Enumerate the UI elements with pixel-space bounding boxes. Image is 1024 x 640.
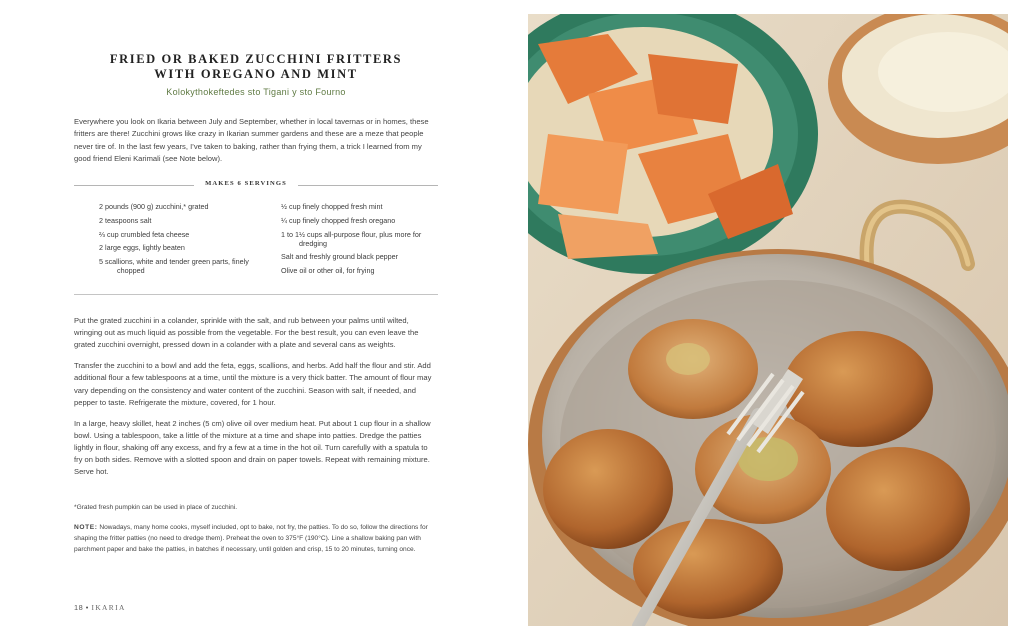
servings-header (74, 179, 438, 191)
recipe-footnote: *Grated fresh pumpkin can be used in place of zucchini. (74, 504, 238, 511)
ingredient-item: ⅔ cup crumbled feta cheese (99, 229, 190, 239)
recipe-title-line-2: WITH OREGANO AND MINT (154, 67, 358, 81)
ingredient-item: ¼ cup finely chopped fresh oregano (281, 215, 396, 225)
fritters-photo (528, 14, 1008, 626)
ingredient-item: 2 pounds (900 g) zucchini,* grated (99, 202, 209, 211)
servings-label: MAKES 6 SERVINGS (205, 180, 287, 187)
recipe-method (74, 315, 438, 487)
ingredient-item: 5 scallions, white and tender green parts, finely chopped (99, 257, 249, 276)
divider-right (298, 185, 438, 186)
page-footer (74, 603, 126, 612)
chapter-name: IKARIA (91, 603, 126, 612)
note-label: NOTE: (74, 524, 98, 531)
divider-left (74, 185, 194, 186)
recipe-title (74, 52, 438, 82)
footer-separator: • (85, 603, 89, 612)
ingredients-bottom-divider (74, 294, 438, 295)
note-text: Nowadays, many home cooks, myself included, opt to bake, not fry, the patties. To do so, follow the directions for shaping the fritter patties (no need to dredge them). Preheat the oven to 375°F (190°C). Line a shallow baking pan with parchment paper and bake the patties, in batches if necessary, until golden and crisp, 15 to 20 minutes, turning once. (74, 524, 428, 553)
method-step: Transfer the zucchini to a bowl and add the feta, eggs, scallions, and herbs. Add half the flour and stir. Add additional flour a few tablespoons at a time, until the mixture is a very thick batter. The amount of flour may vary depending on the consistency and water content of the zucchini. Season with salt, if needed, and pepper to taste. Refrigerate the mixture, covered, for 1 hour. (74, 361, 432, 407)
recipe-title-line-1: FRIED OR BAKED ZUCCHINI FRITTERS (109, 52, 403, 66)
ingredient-item: 2 teaspoons salt (99, 215, 152, 225)
recipe-intro: Everywhere you look on Ikaria between July and September, whether in local tavernas or in homes, these fritters are there! Zucchini grows like crazy in Ikarian summer gardens and these are a meze that people never tire of. In the last few years, I’ve taken to baking, rather than frying them, a trick I learned from my good friend Eleni Karimali (see Note below). (74, 117, 429, 164)
ingredient-item: Salt and freshly ground black pepper (281, 252, 399, 262)
ingredient-item: 1 to 1½ cups all-purpose flour, plus more for dredging (281, 229, 422, 248)
ingredients-column-left (99, 202, 259, 280)
page-number: 18 (74, 603, 84, 612)
ingredient-item: 2 large eggs, lightly beaten (99, 243, 185, 253)
ingredient-item: Olive oil or other oil, for frying (281, 266, 375, 276)
ingredient-item: ½ cup finely chopped fresh mint (281, 202, 383, 211)
recipe-note (74, 523, 438, 555)
ingredients-column-right (281, 202, 441, 280)
method-step: Put the grated zucchini in a colander, sprinkle with the salt, and rub between your palms until wilted, wringing out as much liquid as possible from the vegetable. For the best result, you can even leave the grated zucchini overnight, pressed down in a colander with a plate and several cans as weights. (74, 316, 419, 350)
method-step: In a large, heavy skillet, heat 2 inches (5 cm) olive oil over medium heat. Put about 1 cup flour in a shallow bowl. Using a tablespoon, take a little of the mixture at a time and shape into patties. Dredge the patties lightly in flour, shaking off any excess, and fry a few at a time in the hot oil. Turn carefully with a spatula to fry on both sides. Remove with a slotted spoon and drain on paper towels. Repeat with remaining mixture. Serve hot. (74, 418, 431, 477)
recipe-greek-name: Kolokythokeftedes sto Tigani y sto Fourno (166, 87, 346, 97)
